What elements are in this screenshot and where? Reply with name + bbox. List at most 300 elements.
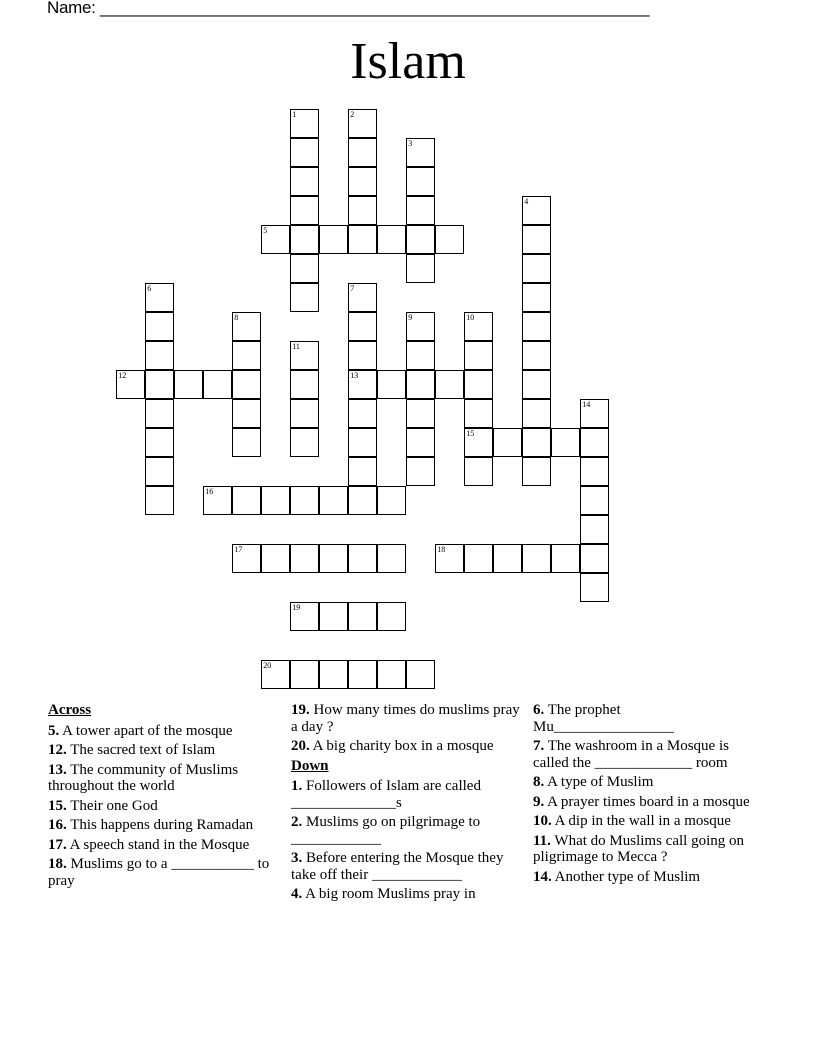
grid-cell[interactable] xyxy=(522,370,551,399)
clues-column-1 xyxy=(48,702,273,892)
grid-cell[interactable] xyxy=(145,399,174,428)
cell-input[interactable] xyxy=(349,197,376,224)
clue-across-12 xyxy=(48,742,273,759)
cell-number: 12 xyxy=(118,371,127,381)
clue-text: A tower apart of the mosque xyxy=(59,722,233,739)
cell-input[interactable] xyxy=(552,429,579,456)
grid-cell[interactable] xyxy=(145,370,174,399)
cell-input[interactable] xyxy=(407,400,434,427)
cell-input[interactable] xyxy=(320,226,347,253)
cell-input[interactable] xyxy=(523,284,550,311)
grid-cell[interactable] xyxy=(348,457,377,486)
cell-number: 6 xyxy=(147,284,152,294)
grid-cell[interactable] xyxy=(435,544,464,573)
grid-cell[interactable] xyxy=(406,341,435,370)
grid-cell[interactable] xyxy=(406,457,435,486)
grid-cell[interactable] xyxy=(522,254,551,283)
cell-input[interactable] xyxy=(349,342,376,369)
grid-cell[interactable] xyxy=(580,515,609,544)
clues-column-3 xyxy=(533,702,763,888)
clue-text: Muslims go to a ___________ to pray xyxy=(48,856,270,889)
grid-cell[interactable] xyxy=(464,544,493,573)
cell-input[interactable] xyxy=(320,545,347,572)
cell-input[interactable] xyxy=(146,284,173,311)
cell-input[interactable] xyxy=(523,342,550,369)
grid-cell[interactable] xyxy=(290,544,319,573)
grid-cell[interactable] xyxy=(232,370,261,399)
clue-across-15 xyxy=(48,798,273,815)
cell-number: 13 xyxy=(350,371,359,381)
clue-text: How many times do muslims pray a day ? xyxy=(291,702,520,735)
cell-input[interactable] xyxy=(523,255,550,282)
cell-input[interactable] xyxy=(407,255,434,282)
grid-cell[interactable] xyxy=(290,341,319,370)
clue-number: 2. xyxy=(291,814,303,830)
grid-cell[interactable] xyxy=(290,602,319,631)
grid-cell[interactable] xyxy=(261,486,290,515)
clue-number: 11. xyxy=(533,832,551,849)
cell-number: 10 xyxy=(466,313,475,323)
cell-input[interactable] xyxy=(320,487,347,514)
grid-cell[interactable] xyxy=(377,486,406,515)
cell-input[interactable] xyxy=(494,545,521,572)
cell-input[interactable] xyxy=(291,226,318,253)
grid-cell[interactable] xyxy=(319,660,348,689)
grid-cell[interactable] xyxy=(348,399,377,428)
clue-text: Another type of Muslim xyxy=(551,868,701,885)
across-heading: Across xyxy=(48,702,92,718)
cell-input[interactable] xyxy=(465,313,492,340)
grid-cell[interactable] xyxy=(406,370,435,399)
grid-cell[interactable] xyxy=(348,196,377,225)
cell-input[interactable] xyxy=(262,226,289,253)
page-title: Islam xyxy=(350,33,466,90)
grid-cell[interactable] xyxy=(145,341,174,370)
cell-input[interactable] xyxy=(407,226,434,253)
clue-text: The washroom in a Mosque is called the _____________ room xyxy=(533,738,729,771)
clue-text: A speech stand in the Mosque xyxy=(66,836,250,853)
cell-number: 20 xyxy=(263,661,272,671)
cell-input[interactable] xyxy=(320,603,347,630)
clue-text: Their one God xyxy=(66,797,158,814)
grid-cell[interactable] xyxy=(232,399,261,428)
clue-number: 10. xyxy=(533,813,552,829)
clue-down-11 xyxy=(533,833,763,866)
cell-input[interactable] xyxy=(378,603,405,630)
grid-cell[interactable] xyxy=(377,660,406,689)
clue-text: The community of Muslims throughout the world xyxy=(48,761,239,794)
grid-cell[interactable] xyxy=(348,486,377,515)
cell-number: 8 xyxy=(234,313,239,323)
grid-cell[interactable] xyxy=(580,399,609,428)
cell-input[interactable] xyxy=(204,371,231,398)
grid-cell[interactable] xyxy=(145,486,174,515)
cell-input[interactable] xyxy=(349,400,376,427)
grid-cell[interactable] xyxy=(522,283,551,312)
cell-input[interactable] xyxy=(349,110,376,137)
grid-cell[interactable] xyxy=(145,283,174,312)
cell-input[interactable] xyxy=(291,342,318,369)
cell-input[interactable] xyxy=(291,400,318,427)
grid-cell[interactable] xyxy=(145,428,174,457)
clue-down-10 xyxy=(533,813,763,830)
clue-across-16 xyxy=(48,817,273,834)
grid-cell[interactable] xyxy=(174,370,203,399)
cell-input[interactable] xyxy=(349,603,376,630)
clue-number: 1. xyxy=(291,778,303,794)
grid-cell[interactable] xyxy=(406,196,435,225)
grid-cell[interactable] xyxy=(464,312,493,341)
cell-input[interactable] xyxy=(233,400,260,427)
grid-cell[interactable] xyxy=(290,660,319,689)
grid-cell[interactable] xyxy=(290,225,319,254)
grid-cell[interactable] xyxy=(348,428,377,457)
clue-text: A type of Muslim xyxy=(544,774,654,790)
grid-cell[interactable] xyxy=(406,660,435,689)
cell-input[interactable] xyxy=(407,429,434,456)
cell-input[interactable] xyxy=(262,545,289,572)
cell-input[interactable] xyxy=(349,545,376,572)
clue-across-5 xyxy=(48,723,273,740)
cell-input[interactable] xyxy=(552,545,579,572)
cell-input[interactable] xyxy=(349,429,376,456)
grid-cell[interactable] xyxy=(406,225,435,254)
grid-cell[interactable] xyxy=(464,341,493,370)
cell-input[interactable] xyxy=(436,371,463,398)
cell-input[interactable] xyxy=(523,458,550,485)
cell-input[interactable] xyxy=(349,487,376,514)
grid-cell[interactable] xyxy=(406,167,435,196)
grid-cell[interactable] xyxy=(261,660,290,689)
grid-cell[interactable] xyxy=(290,399,319,428)
cell-input[interactable] xyxy=(291,168,318,195)
cell-input[interactable] xyxy=(436,545,463,572)
cell-input[interactable] xyxy=(233,545,260,572)
cell-input[interactable] xyxy=(146,429,173,456)
cell-number: 7 xyxy=(350,284,355,294)
cell-input[interactable] xyxy=(320,661,347,688)
clue-across-13 xyxy=(48,762,273,795)
clue-down-9 xyxy=(533,794,763,811)
clue-number: 9. xyxy=(533,793,545,810)
cell-input[interactable] xyxy=(378,661,405,688)
grid-cell[interactable] xyxy=(145,457,174,486)
cell-input[interactable] xyxy=(291,545,318,572)
clue-down-2 xyxy=(291,814,523,847)
grid-cell[interactable] xyxy=(290,109,319,138)
clue-number: 19. xyxy=(291,702,310,718)
cell-input[interactable] xyxy=(465,545,492,572)
grid-cell[interactable] xyxy=(377,544,406,573)
cell-number: 15 xyxy=(466,429,475,439)
grid-cell[interactable] xyxy=(348,341,377,370)
cell-number: 14 xyxy=(582,400,591,410)
cell-input[interactable] xyxy=(581,429,608,456)
grid-cell[interactable] xyxy=(348,660,377,689)
clue-number: 12. xyxy=(48,742,67,758)
grid-cell[interactable] xyxy=(522,196,551,225)
cell-input[interactable] xyxy=(407,168,434,195)
cell-input[interactable] xyxy=(378,226,405,253)
grid-cell[interactable] xyxy=(116,370,145,399)
cell-input[interactable] xyxy=(291,139,318,166)
grid-cell[interactable] xyxy=(348,225,377,254)
cell-number: 17 xyxy=(234,545,243,555)
grid-cell[interactable] xyxy=(348,283,377,312)
grid-cell[interactable] xyxy=(464,428,493,457)
grid-cell[interactable] xyxy=(290,428,319,457)
cell-input[interactable] xyxy=(146,458,173,485)
grid-cell[interactable] xyxy=(290,196,319,225)
grid-cell[interactable] xyxy=(377,370,406,399)
clue-number: 14. xyxy=(533,868,552,885)
cell-input[interactable] xyxy=(291,603,318,630)
grid-cell[interactable] xyxy=(348,138,377,167)
cell-number: 4 xyxy=(524,197,529,207)
grid-cell[interactable] xyxy=(290,138,319,167)
cell-input[interactable] xyxy=(291,661,318,688)
cell-input[interactable] xyxy=(465,342,492,369)
cell-number: 1 xyxy=(292,110,297,120)
cell-input[interactable] xyxy=(581,400,608,427)
grid-cell[interactable] xyxy=(580,457,609,486)
cell-input[interactable] xyxy=(494,429,521,456)
cell-input[interactable] xyxy=(291,197,318,224)
clue-across-20 xyxy=(291,738,523,755)
grid-cell[interactable] xyxy=(232,312,261,341)
clue-number: 15. xyxy=(48,797,67,814)
clue-down-7 xyxy=(533,738,763,771)
clue-text: The prophet Mu________________ xyxy=(533,702,674,735)
grid-cell[interactable] xyxy=(522,312,551,341)
grid-cell[interactable] xyxy=(348,109,377,138)
cell-input[interactable] xyxy=(262,661,289,688)
grid-cell[interactable] xyxy=(232,428,261,457)
cell-input[interactable] xyxy=(349,458,376,485)
grid-cell[interactable] xyxy=(493,428,522,457)
grid-cell[interactable] xyxy=(522,428,551,457)
clue-across-19 xyxy=(291,702,523,735)
down-heading: Down xyxy=(291,757,329,774)
clue-number: 6. xyxy=(533,702,545,718)
cell-input[interactable] xyxy=(378,371,405,398)
grid-cell[interactable] xyxy=(464,457,493,486)
grid-cell[interactable] xyxy=(232,486,261,515)
cell-number: 3 xyxy=(408,139,413,149)
cell-input[interactable] xyxy=(233,342,260,369)
grid-cell[interactable] xyxy=(319,602,348,631)
name-label: Name: xyxy=(47,0,100,17)
cell-input[interactable] xyxy=(291,487,318,514)
cell-input[interactable] xyxy=(581,487,608,514)
cell-input[interactable] xyxy=(523,400,550,427)
clue-number: 16. xyxy=(48,817,67,833)
cell-input[interactable] xyxy=(581,545,608,572)
clue-down-4 xyxy=(291,886,523,903)
grid-cell[interactable] xyxy=(435,225,464,254)
cell-input[interactable] xyxy=(407,139,434,166)
cell-input[interactable] xyxy=(262,487,289,514)
name-blank[interactable]: ____________________________________________________________ xyxy=(100,0,650,17)
cell-input[interactable] xyxy=(581,516,608,543)
cell-input[interactable] xyxy=(233,487,260,514)
cell-number: 18 xyxy=(437,545,446,555)
grid-cell[interactable] xyxy=(522,341,551,370)
clue-text: The sacred text of Islam xyxy=(66,742,216,758)
cell-number: 16 xyxy=(205,487,214,497)
grid-cell[interactable] xyxy=(406,254,435,283)
cell-input[interactable] xyxy=(349,661,376,688)
clue-number: 7. xyxy=(533,738,545,754)
grid-cell[interactable] xyxy=(551,428,580,457)
cell-input[interactable] xyxy=(523,226,550,253)
cell-input[interactable] xyxy=(291,284,318,311)
grid-cell[interactable] xyxy=(348,312,377,341)
clue-across-17 xyxy=(48,837,273,854)
grid-cell[interactable] xyxy=(319,544,348,573)
grid-cell[interactable] xyxy=(580,428,609,457)
grid-cell[interactable] xyxy=(406,399,435,428)
grid-cell[interactable] xyxy=(522,544,551,573)
grid-cell[interactable] xyxy=(406,138,435,167)
clue-text: What do Muslims call going on pligrimage to Mecca ? xyxy=(533,832,744,865)
cell-input[interactable] xyxy=(146,342,173,369)
grid-cell[interactable] xyxy=(290,370,319,399)
grid-cell[interactable] xyxy=(348,544,377,573)
clues-column-2 xyxy=(291,702,523,906)
cell-input[interactable] xyxy=(146,400,173,427)
cell-input[interactable] xyxy=(204,487,231,514)
clue-text: A prayer times board in a mosque xyxy=(544,793,750,810)
cell-input[interactable] xyxy=(349,371,376,398)
cell-input[interactable] xyxy=(146,487,173,514)
cell-input[interactable] xyxy=(146,313,173,340)
cell-number: 19 xyxy=(292,603,301,613)
cell-input[interactable] xyxy=(465,400,492,427)
cell-input[interactable] xyxy=(146,371,173,398)
clue-number: 3. xyxy=(291,850,303,866)
cell-input[interactable] xyxy=(175,371,202,398)
cell-input[interactable] xyxy=(233,371,260,398)
clue-text: A dip in the wall in a mosque xyxy=(551,813,731,829)
cell-input[interactable] xyxy=(465,429,492,456)
cell-input[interactable] xyxy=(291,110,318,137)
grid-cell[interactable] xyxy=(232,341,261,370)
cell-input[interactable] xyxy=(523,371,550,398)
grid-cell[interactable] xyxy=(145,312,174,341)
clue-number: 8. xyxy=(533,774,545,790)
cell-input[interactable] xyxy=(465,458,492,485)
grid-cell[interactable] xyxy=(522,457,551,486)
cell-input[interactable] xyxy=(581,574,608,601)
cell-input[interactable] xyxy=(436,226,463,253)
cell-input[interactable] xyxy=(349,226,376,253)
cell-input[interactable] xyxy=(581,458,608,485)
grid-cell[interactable] xyxy=(406,428,435,457)
cell-number: 5 xyxy=(263,226,268,236)
clue-text: Muslims go on pilgrimage to ____________ xyxy=(291,814,481,847)
cell-input[interactable] xyxy=(291,255,318,282)
cell-input[interactable] xyxy=(407,313,434,340)
grid-cell[interactable] xyxy=(580,486,609,515)
clue-text: Followers of Islam are called ______________s xyxy=(291,778,481,811)
clue-text: This happens during Ramadan xyxy=(66,817,254,833)
grid-cell[interactable] xyxy=(290,486,319,515)
cell-input[interactable] xyxy=(233,429,260,456)
grid-cell[interactable] xyxy=(580,573,609,602)
clue-down-14 xyxy=(533,869,763,886)
clue-number: 5. xyxy=(48,722,60,739)
cell-number: 2 xyxy=(350,110,355,120)
cell-input[interactable] xyxy=(233,313,260,340)
grid-cell[interactable] xyxy=(435,370,464,399)
grid-cell[interactable] xyxy=(348,602,377,631)
grid-cell[interactable] xyxy=(377,225,406,254)
cell-input[interactable] xyxy=(465,371,492,398)
grid-cell[interactable] xyxy=(290,167,319,196)
cell-input[interactable] xyxy=(117,371,144,398)
grid-cell[interactable] xyxy=(290,283,319,312)
grid-cell[interactable] xyxy=(261,544,290,573)
cell-input[interactable] xyxy=(523,429,550,456)
clue-number: 20. xyxy=(291,738,310,754)
cell-input[interactable] xyxy=(291,429,318,456)
grid-cell[interactable] xyxy=(348,370,377,399)
cell-input[interactable] xyxy=(407,197,434,224)
grid-cell[interactable] xyxy=(232,544,261,573)
grid-cell[interactable] xyxy=(580,544,609,573)
cell-input[interactable] xyxy=(349,284,376,311)
cell-input[interactable] xyxy=(349,313,376,340)
cell-input[interactable] xyxy=(523,197,550,224)
grid-cell[interactable] xyxy=(522,225,551,254)
clue-number: 17. xyxy=(48,836,67,853)
cell-input[interactable] xyxy=(349,139,376,166)
grid-cell[interactable] xyxy=(203,370,232,399)
cell-input[interactable] xyxy=(407,458,434,485)
grid-cell[interactable] xyxy=(290,254,319,283)
cell-input[interactable] xyxy=(378,545,405,572)
cell-input[interactable] xyxy=(407,371,434,398)
grid-cell[interactable] xyxy=(406,312,435,341)
grid-cell[interactable] xyxy=(464,370,493,399)
clue-number: 4. xyxy=(291,886,303,902)
grid-cell[interactable] xyxy=(522,399,551,428)
cell-number: 9 xyxy=(408,313,413,323)
cell-input[interactable] xyxy=(349,168,376,195)
clue-number: 18. xyxy=(48,856,67,872)
clue-number: 13. xyxy=(48,761,67,778)
clue-down-8 xyxy=(533,774,763,791)
cell-input[interactable] xyxy=(523,313,550,340)
clue-text: Before entering the Mosque they take off their ____________ xyxy=(291,850,504,883)
grid-cell[interactable] xyxy=(203,486,232,515)
cell-input[interactable] xyxy=(291,371,318,398)
grid-cell[interactable] xyxy=(319,225,348,254)
grid-cell[interactable] xyxy=(377,602,406,631)
grid-cell[interactable] xyxy=(551,544,580,573)
grid-cell[interactable] xyxy=(348,167,377,196)
grid-cell[interactable] xyxy=(464,399,493,428)
grid-cell[interactable] xyxy=(261,225,290,254)
grid-cell[interactable] xyxy=(319,486,348,515)
cell-input[interactable] xyxy=(407,342,434,369)
clue-down-6 xyxy=(533,702,763,735)
grid-cell[interactable] xyxy=(493,544,522,573)
cell-input[interactable] xyxy=(407,661,434,688)
cell-input[interactable] xyxy=(378,487,405,514)
cell-input[interactable] xyxy=(523,545,550,572)
